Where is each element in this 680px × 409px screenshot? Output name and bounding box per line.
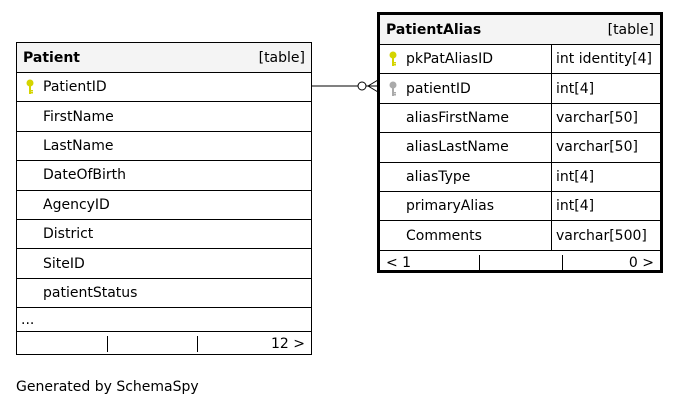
- patient-column-row[interactable]: [17, 279, 311, 308]
- patient-table-footer: [17, 332, 311, 356]
- patient-column-name: AgencyID: [43, 196, 110, 213]
- patient-table[interactable]: [16, 42, 312, 355]
- patientalias-column-name-cell: [380, 133, 552, 161]
- patientalias-column-type: int[4]: [556, 198, 595, 215]
- foreign-key-icon: [380, 81, 406, 97]
- patient-column-row[interactable]: [17, 132, 311, 161]
- patient-column-row[interactable]: [17, 161, 311, 190]
- patientalias-column-name-cell: [380, 221, 552, 249]
- patientalias-column-type: int identity[4]: [556, 51, 652, 68]
- patientalias-column-type: int[4]: [556, 168, 595, 185]
- zero-optional-marker: [358, 82, 366, 90]
- patientalias-column-name: Comments: [406, 227, 482, 244]
- patient-column-row[interactable]: [17, 191, 311, 220]
- patientalias-column-type: varchar[50]: [556, 139, 638, 156]
- patient-column-name: SiteID: [43, 255, 85, 272]
- patientalias-column-type: varchar[500]: [556, 227, 647, 244]
- patient-column-row[interactable]: [17, 220, 311, 249]
- patientalias-column-row[interactable]: [380, 104, 660, 133]
- patientalias-column-row[interactable]: [380, 74, 660, 103]
- patient-column-name: DateOfBirth: [43, 167, 127, 184]
- patient-column-row[interactable]: [17, 249, 311, 278]
- patientalias-column-row[interactable]: [380, 45, 660, 74]
- patientalias-column-name-cell: [380, 192, 552, 220]
- patient-more-columns: ...: [17, 308, 311, 332]
- patient-table-title: Patient: [23, 49, 80, 66]
- patientalias-column-name: primaryAlias: [406, 198, 495, 215]
- patientalias-column-row[interactable]: [380, 133, 660, 162]
- patientalias-column-name: aliasFirstName: [406, 109, 509, 126]
- patientalias-column-row[interactable]: [380, 163, 660, 192]
- patientalias-column-name: aliasType: [406, 168, 471, 185]
- patientalias-table-kind: [table]: [607, 21, 654, 38]
- patient-child-count[interactable]: 12 >: [271, 336, 305, 353]
- patientalias-column-type: int[4]: [556, 80, 595, 97]
- patientalias-column-name: patientID: [406, 80, 471, 97]
- patientalias-table-header[interactable]: [380, 15, 660, 45]
- patientalias-table[interactable]: [377, 12, 663, 273]
- patientalias-column-name: pkPatAliasID: [406, 51, 494, 68]
- patientalias-column-name-cell: [380, 104, 552, 132]
- primary-key-icon: [380, 51, 406, 67]
- patient-column-name: FirstName: [43, 108, 114, 125]
- primary-key-icon: [17, 79, 43, 95]
- patient-column-row[interactable]: [17, 73, 311, 102]
- patientalias-column-name-cell: [380, 45, 552, 73]
- patientalias-child-count[interactable]: 0 >: [628, 254, 654, 271]
- patientalias-table-title: PatientAlias: [386, 21, 482, 38]
- patientalias-column-row[interactable]: [380, 192, 660, 221]
- patient-column-name: patientStatus: [43, 284, 138, 301]
- patient-table-header[interactable]: [17, 43, 311, 73]
- patientalias-column-name-cell: [380, 163, 552, 191]
- patient-table-kind: [table]: [258, 49, 305, 66]
- patientalias-column-row[interactable]: [380, 221, 660, 250]
- patient-column-name: PatientID: [43, 79, 107, 96]
- patientalias-column-name-cell: [380, 74, 552, 102]
- patientalias-table-footer: [380, 251, 660, 275]
- patientalias-parent-count[interactable]: < 1: [386, 254, 412, 271]
- generated-by-label: Generated by SchemaSpy: [16, 379, 199, 395]
- patient-column-name: District: [43, 226, 94, 243]
- patientalias-column-type: varchar[50]: [556, 109, 638, 126]
- patient-column-row[interactable]: [17, 102, 311, 131]
- patientalias-column-name: aliasLastName: [406, 139, 509, 156]
- patient-column-name: LastName: [43, 137, 114, 154]
